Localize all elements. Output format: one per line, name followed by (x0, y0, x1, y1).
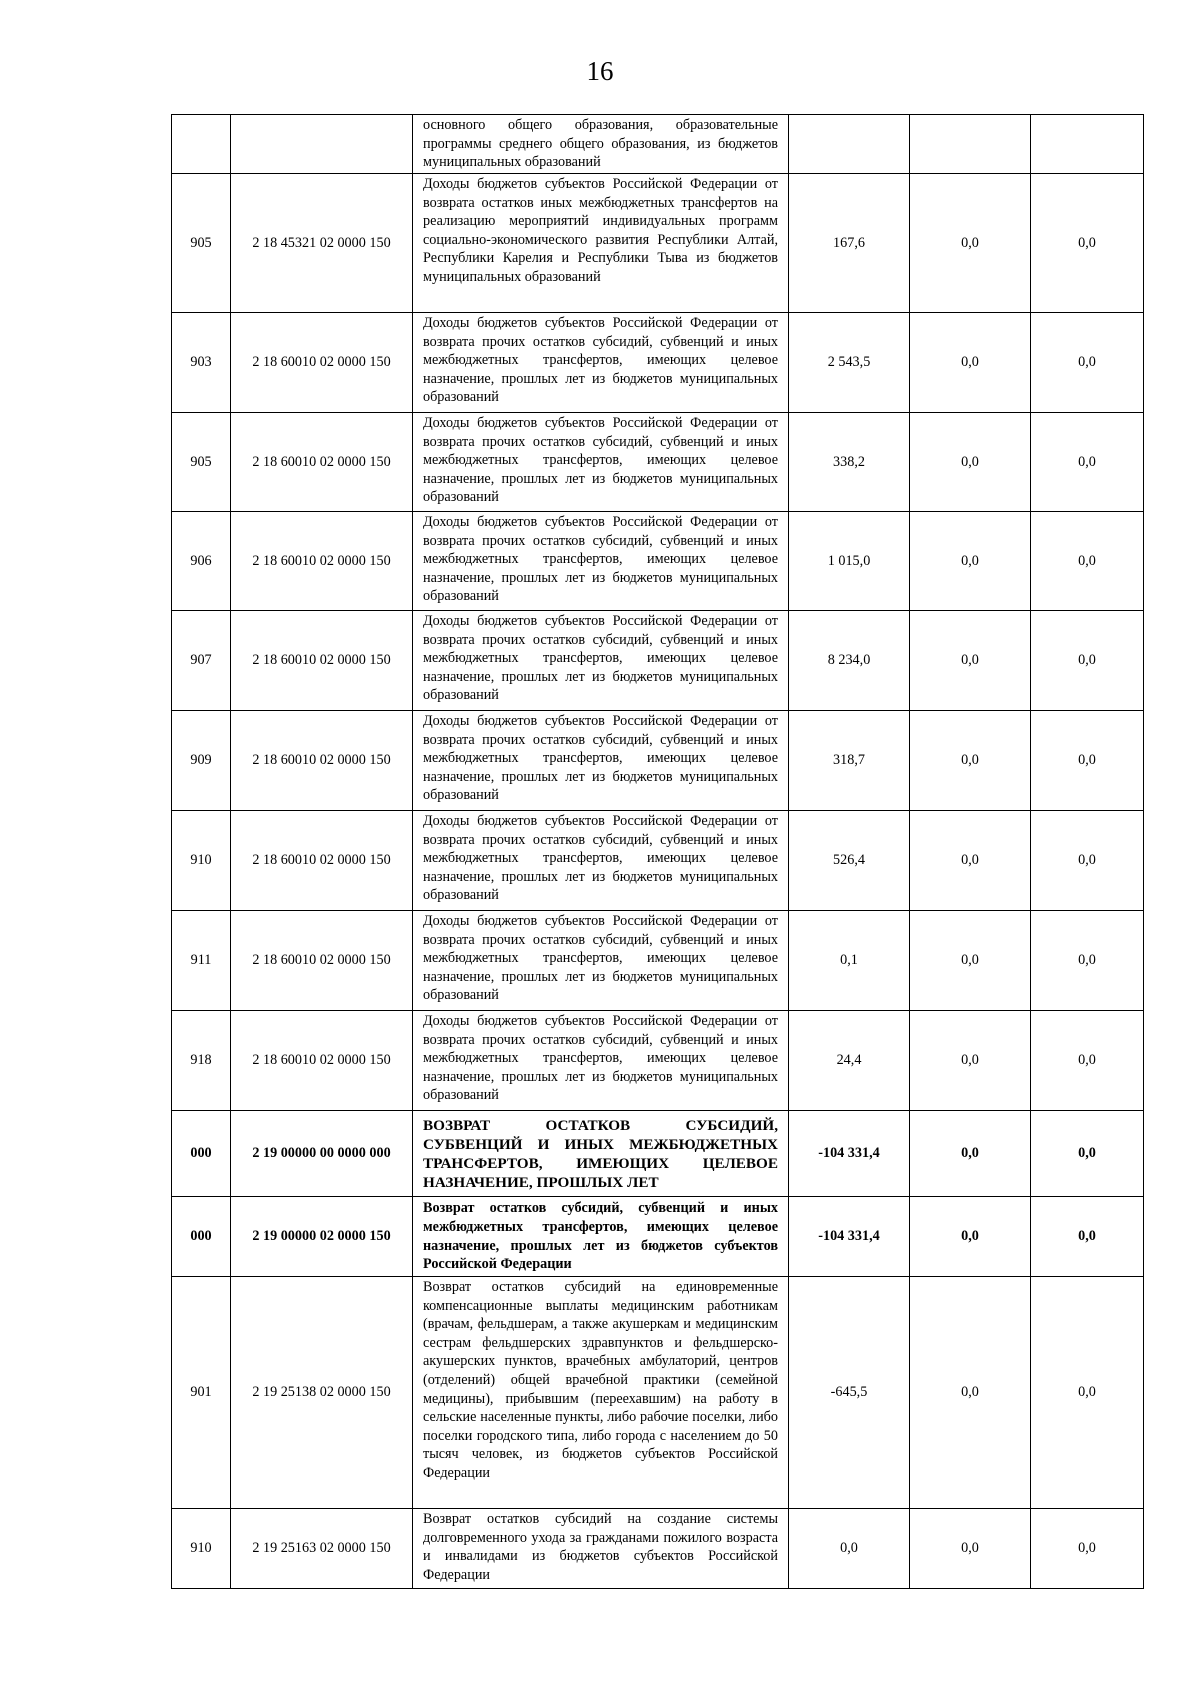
budget-code-cell: 2 19 00000 02 0000 150 (231, 1197, 413, 1277)
revenue-name-cell: Доходы бюджетов субъектов Российской Федерации от возврата прочих остатков субсидий, субвенций и иных межбюджетных трансфертов, имеющих целевое назначение, прошлых лет из бюджетов муниципальных образований (413, 1011, 789, 1111)
amount-cell: 0,0 (1031, 1197, 1144, 1277)
amount-cell: 0,0 (1031, 413, 1144, 512)
amount-cell: -104 331,4 (789, 1111, 910, 1197)
revenue-name-cell: Доходы бюджетов субъектов Российской Федерации от возврата прочих остатков субсидий, субвенций и иных межбюджетных трансфертов, имеющих целевое назначение, прошлых лет из бюджетов муниципальных образований (413, 313, 789, 413)
amount-cell: 526,4 (789, 811, 910, 911)
amount-cell: 2 543,5 (789, 313, 910, 413)
budget-code-cell: 2 19 00000 00 0000 000 (231, 1111, 413, 1197)
amount-cell: 0,0 (1031, 611, 1144, 711)
amount-cell: 0,0 (789, 1509, 910, 1589)
admin-code-cell: 907 (172, 611, 231, 711)
admin-code-cell: 000 (172, 1197, 231, 1277)
amount-cell: 0,0 (1031, 911, 1144, 1011)
admin-code-cell: 906 (172, 512, 231, 611)
budget-code-cell: 2 18 60010 02 0000 150 (231, 512, 413, 611)
budget-code-cell (231, 115, 413, 174)
amount-cell: 0,0 (1031, 1111, 1144, 1197)
amount-cell: 0,0 (1031, 512, 1144, 611)
amount-cell: 0,0 (1031, 1011, 1144, 1111)
budget-code-cell: 2 18 45321 02 0000 150 (231, 174, 413, 313)
admin-code-cell (172, 115, 231, 174)
admin-code-cell: 911 (172, 911, 231, 1011)
amount-cell (1031, 115, 1144, 174)
budget-code-cell: 2 18 60010 02 0000 150 (231, 413, 413, 512)
table-row (172, 1277, 1144, 1509)
budget-code-cell: 2 19 25138 02 0000 150 (231, 1277, 413, 1509)
table-row (172, 811, 1144, 911)
amount-cell: 0,0 (910, 413, 1031, 512)
amount-cell: 0,0 (910, 811, 1031, 911)
amount-cell: 0,0 (1031, 811, 1144, 911)
admin-code-cell: 918 (172, 1011, 231, 1111)
amount-cell: 0,0 (910, 911, 1031, 1011)
amount-cell: 0,0 (1031, 174, 1144, 313)
revenue-name-cell: Доходы бюджетов субъектов Российской Федерации от возврата прочих остатков субсидий, субвенций и иных межбюджетных трансфертов, имеющих целевое назначение, прошлых лет из бюджетов муниципальных образований (413, 512, 789, 611)
budget-revenue-table (171, 114, 1144, 1589)
table-row (172, 1011, 1144, 1111)
revenue-name-cell: Доходы бюджетов субъектов Российской Федерации от возврата остатков иных межбюджетных трансфертов на реализацию мероприятий индивидуальных программ социально-экономического развития Республики Алтай, Республики Карелия и Республики Тыва из бюджетов муниципальных образований (413, 174, 789, 313)
revenue-name-cell: Возврат остатков субсидий на создание системы долговременного ухода за гражданами пожилого возраста и инвалидами из бюджетов субъектов Российской Федерации (413, 1509, 789, 1589)
budget-code-cell: 2 18 60010 02 0000 150 (231, 811, 413, 911)
amount-cell: 0,0 (1031, 313, 1144, 413)
table-row (172, 512, 1144, 611)
budget-code-cell: 2 18 60010 02 0000 150 (231, 911, 413, 1011)
revenue-name-cell: Доходы бюджетов субъектов Российской Федерации от возврата прочих остатков субсидий, субвенций и иных межбюджетных трансфертов, имеющих целевое назначение, прошлых лет из бюджетов муниципальных образований (413, 611, 789, 711)
budget-code-cell: 2 18 60010 02 0000 150 (231, 711, 413, 811)
amount-cell: 8 234,0 (789, 611, 910, 711)
table-row (172, 115, 1144, 174)
amount-cell (910, 115, 1031, 174)
amount-cell: 318,7 (789, 711, 910, 811)
admin-code-cell: 905 (172, 174, 231, 313)
revenue-name-cell: ВОЗВРАТ ОСТАТКОВ СУБСИДИЙ, СУБВЕНЦИЙ И ИНЫХ МЕЖБЮДЖЕТНЫХ ТРАНСФЕРТОВ, ИМЕЮЩИХ ЦЕЛЕВОЕ НАЗНАЧЕНИЕ, ПРОШЛЫХ ЛЕТ (413, 1111, 789, 1197)
amount-cell: 0,0 (910, 313, 1031, 413)
amount-cell: 0,0 (910, 1011, 1031, 1111)
page-number: 16 (586, 56, 614, 86)
amount-cell: 1 015,0 (789, 512, 910, 611)
amount-cell: 0,0 (1031, 711, 1144, 811)
amount-cell (789, 115, 910, 174)
amount-cell: -104 331,4 (789, 1197, 910, 1277)
budget-code-cell: 2 18 60010 02 0000 150 (231, 611, 413, 711)
amount-cell: 338,2 (789, 413, 910, 512)
revenue-name-cell: Доходы бюджетов субъектов Российской Федерации от возврата прочих остатков субсидий, субвенций и иных межбюджетных трансфертов, имеющих целевое назначение, прошлых лет из бюджетов муниципальных образований (413, 911, 789, 1011)
admin-code-cell: 000 (172, 1111, 231, 1197)
amount-cell: 0,1 (789, 911, 910, 1011)
amount-cell: 0,0 (910, 1197, 1031, 1277)
revenue-name-cell: основного общего образования, образовательные программы среднего общего образования, из бюджетов муниципальных образований (413, 115, 789, 174)
table-row (172, 1509, 1144, 1589)
amount-cell: 24,4 (789, 1011, 910, 1111)
amount-cell: 0,0 (910, 1277, 1031, 1509)
section-total-row (172, 1111, 1144, 1197)
amount-cell: 167,6 (789, 174, 910, 313)
admin-code-cell: 910 (172, 1509, 231, 1589)
table-row (172, 611, 1144, 711)
admin-code-cell: 903 (172, 313, 231, 413)
revenue-name-cell: Доходы бюджетов субъектов Российской Федерации от возврата прочих остатков субсидий, субвенций и иных межбюджетных трансфертов, имеющих целевое назначение, прошлых лет из бюджетов муниципальных образований (413, 413, 789, 512)
amount-cell: 0,0 (910, 1111, 1031, 1197)
amount-cell: 0,0 (910, 711, 1031, 811)
table-row (172, 313, 1144, 413)
amount-cell: -645,5 (789, 1277, 910, 1509)
table-row (172, 911, 1144, 1011)
amount-cell: 0,0 (1031, 1509, 1144, 1589)
table-row (172, 413, 1144, 512)
budget-code-cell: 2 18 60010 02 0000 150 (231, 313, 413, 413)
admin-code-cell: 909 (172, 711, 231, 811)
amount-cell: 0,0 (910, 174, 1031, 313)
admin-code-cell: 901 (172, 1277, 231, 1509)
subtotal-row (172, 1197, 1144, 1277)
budget-code-cell: 2 19 25163 02 0000 150 (231, 1509, 413, 1589)
amount-cell: 0,0 (910, 611, 1031, 711)
admin-code-cell: 905 (172, 413, 231, 512)
revenue-name-cell: Доходы бюджетов субъектов Российской Федерации от возврата прочих остатков субсидий, субвенций и иных межбюджетных трансфертов, имеющих целевое назначение, прошлых лет из бюджетов муниципальных образований (413, 711, 789, 811)
amount-cell: 0,0 (910, 1509, 1031, 1589)
revenue-name-cell: Доходы бюджетов субъектов Российской Федерации от возврата прочих остатков субсидий, субвенций и иных межбюджетных трансфертов, имеющих целевое назначение, прошлых лет из бюджетов муниципальных образований (413, 811, 789, 911)
admin-code-cell: 910 (172, 811, 231, 911)
revenue-name-cell: Возврат остатков субсидий, субвенций и иных межбюджетных трансфертов, имеющих целевое назначение, прошлых лет из бюджетов субъектов Российской Федерации (413, 1197, 789, 1277)
amount-cell: 0,0 (910, 512, 1031, 611)
table-row (172, 174, 1144, 313)
table-row (172, 711, 1144, 811)
revenue-name-cell: Возврат остатков субсидий на единовременные компенсационные выплаты медицинским работникам (врачам, фельдшерам, а также акушеркам и медицинским сестрам фельдшерских здравпунктов и фельдшерско-акушерских пунктов, врачебных амбулаторий, центров (отделений) общей врачебной практики (семейной медицины), прибывшим (переехавшим) на работу в сельские населенные пункты, либо рабочие поселки, либо поселки городского типа, либо города с населением до 50 тысяч человек, из бюджетов субъектов Российской Федерации (413, 1277, 789, 1509)
amount-cell: 0,0 (1031, 1277, 1144, 1509)
budget-code-cell: 2 18 60010 02 0000 150 (231, 1011, 413, 1111)
